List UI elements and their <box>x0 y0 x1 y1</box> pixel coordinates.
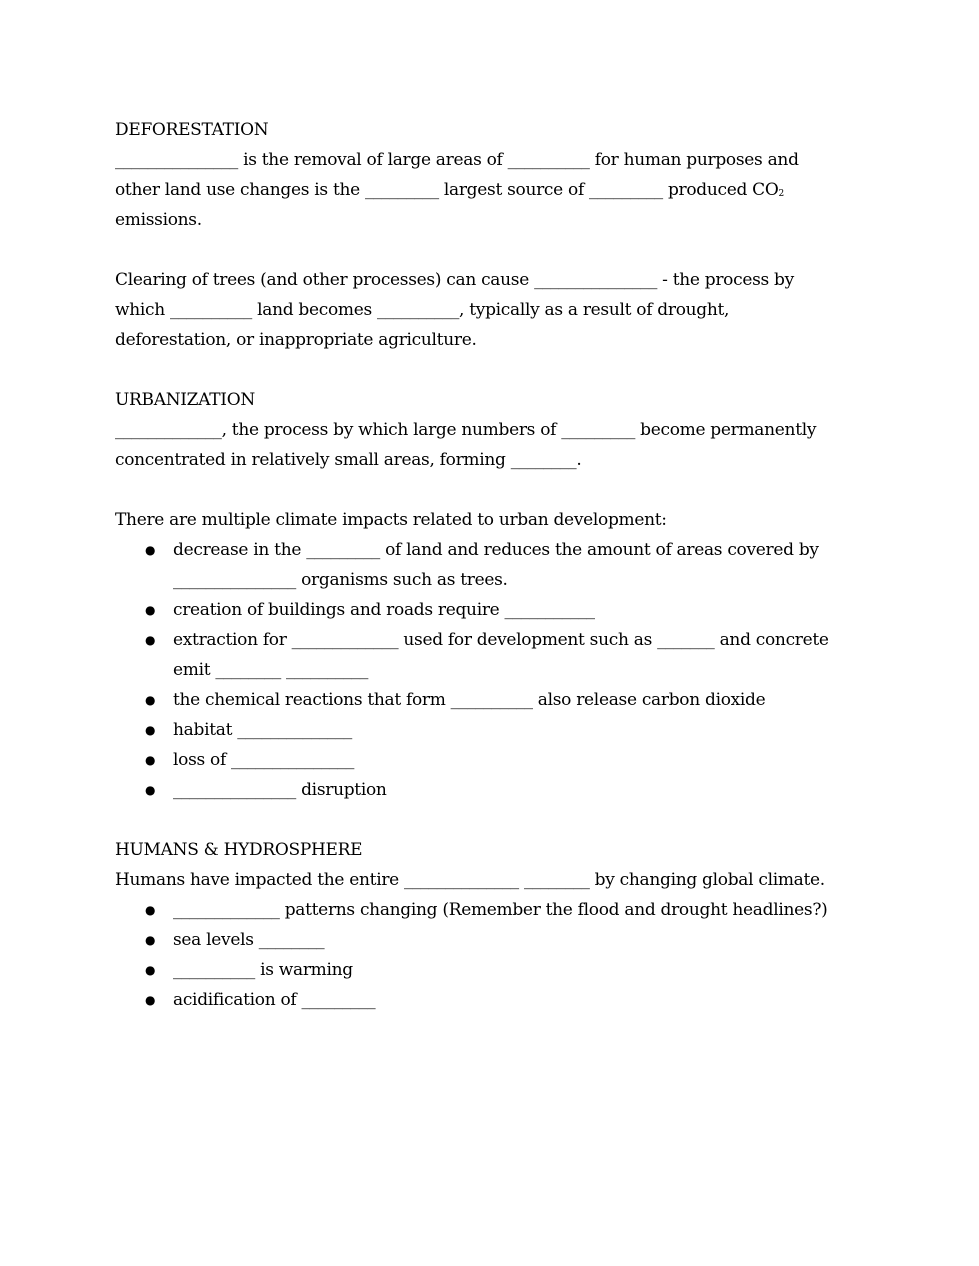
urbanization-text-line: concentrated in relatively small areas, forming ________. <box>115 450 582 470</box>
list-item <box>115 775 860 805</box>
deforestation-text-line: _______________ is the removal of large areas of __________ for human purposes and <box>115 150 799 170</box>
list-item-line: ● _______________ disruption <box>173 780 387 800</box>
list-item <box>115 985 860 1015</box>
list-item-line: emit ________ __________ <box>173 660 369 680</box>
urbanization-intro: There are multiple climate impacts related to urban development: <box>115 510 667 530</box>
paragraph-gap <box>115 805 860 835</box>
co2-subscript: 2 <box>778 189 784 199</box>
list-item <box>115 955 860 985</box>
deforestation-text-segment: other land use changes is the _________ largest source of _________ produced CO <box>115 180 779 200</box>
hydrosphere-intro: Humans have impacted the entire ______________ ________ by changing global climate. <box>115 870 825 890</box>
desertification-text-line: Clearing of trees (and other processes) can cause _______________ - the process by <box>115 270 794 290</box>
list-item-line: ● acidification of _________ <box>173 990 376 1010</box>
list-item-line: ● habitat ______________ <box>173 720 353 740</box>
list-item <box>115 625 860 685</box>
list-item-line: ● loss of _______________ <box>173 750 355 770</box>
worksheet-content <box>115 115 860 1015</box>
deforestation-heading: DEFORESTATION <box>115 120 269 140</box>
list-item <box>115 595 860 625</box>
desertification-text-line: which __________ land becomes __________, typically as a result of drought, <box>115 300 730 320</box>
urbanization-text-line: _____________, the process by which large numbers of _________ become permanently <box>115 420 817 440</box>
list-item <box>115 895 860 925</box>
list-item-line: ● decrease in the _________ of land and reduces the amount of areas covered by <box>173 540 819 560</box>
paragraph-gap <box>115 475 860 505</box>
hydrosphere-impacts-list <box>115 895 860 1015</box>
deforestation-text-line: emissions. <box>115 210 202 230</box>
paragraph-gap <box>115 235 860 265</box>
list-item-line: ● _____________ patterns changing (Remember the flood and drought headlines?) <box>173 900 828 920</box>
paragraph-gap <box>115 355 860 385</box>
list-item-line: ● creation of buildings and roads require ___________ <box>173 600 595 620</box>
list-item <box>115 685 860 715</box>
list-item <box>115 925 860 955</box>
deforestation-text-line <box>115 175 860 205</box>
urbanization-heading: URBANIZATION <box>115 390 255 410</box>
desertification-text-line: deforestation, or inappropriate agriculture. <box>115 330 477 350</box>
list-item-line: _______________ organisms such as trees. <box>173 570 508 590</box>
list-item-line: ● the chemical reactions that form __________ also release carbon dioxide <box>173 690 766 710</box>
list-item <box>115 745 860 775</box>
hydrosphere-heading: HUMANS & HYDROSPHERE <box>115 840 363 860</box>
urban-impacts-list <box>115 535 860 805</box>
list-item <box>115 715 860 745</box>
list-item-line: ● extraction for _____________ used for development such as _______ and concrete <box>173 630 829 650</box>
list-item-line: ● sea levels ________ <box>173 930 325 950</box>
list-item <box>115 535 860 595</box>
list-item-line: ● __________ is warming <box>173 960 353 980</box>
